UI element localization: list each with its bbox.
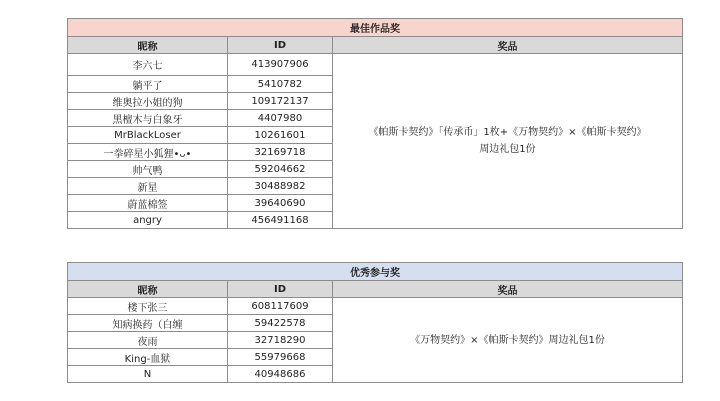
id-cell: 59422578 (228, 315, 333, 332)
nickname-cell: 知病换药（白缠 (68, 315, 228, 332)
prize-cell: 《万物契约》×《帕斯卡契约》周边礼包1份 (333, 298, 683, 383)
id-cell: 55979668 (228, 349, 333, 366)
prize-text-line2: 周边礼包1份 (479, 144, 536, 155)
id-cell: 40948686 (228, 366, 333, 383)
id-cell: 32169718 (228, 144, 333, 161)
id-cell: 39640690 (228, 195, 333, 212)
nickname-cell: 新星 (68, 178, 228, 195)
table-row (68, 54, 683, 76)
prize-cell (333, 54, 683, 229)
nickname-cell: 维奥拉小姐的狗 (68, 93, 228, 110)
nickname-cell: 李六七 (68, 54, 228, 76)
nickname-cell: 躺平了 (68, 76, 228, 93)
id-cell: 30488982 (228, 178, 333, 195)
id-cell: 413907906 (228, 54, 333, 76)
id-cell: 608117609 (228, 298, 333, 315)
prize-header: 奖品 (333, 37, 683, 54)
best-work-award-title: 最佳作品奖 (68, 19, 683, 37)
id-cell: 5410782 (228, 76, 333, 93)
nickname-header: 昵称 (68, 281, 228, 298)
id-cell: 59204662 (228, 161, 333, 178)
best-work-award-table (67, 18, 683, 229)
nickname-cell: King-血狱 (68, 349, 228, 366)
nickname-cell: 黑檀木与白象牙 (68, 110, 228, 127)
nickname-header: 昵称 (68, 37, 228, 54)
nickname-cell: N (68, 366, 228, 383)
excellent-participation-award-title: 优秀参与奖 (68, 263, 683, 281)
id-cell: 456491168 (228, 212, 333, 229)
id-cell: 4407980 (228, 110, 333, 127)
id-cell: 32718290 (228, 332, 333, 349)
nickname-cell: 蔚蓝棉签 (68, 195, 228, 212)
nickname-cell: 夜雨 (68, 332, 228, 349)
prize-text-line1: 《帕斯卡契约》「传承币」1枚+《万物契约》×《帕斯卡契约》 (368, 127, 647, 138)
excellent-participation-award-table (67, 262, 683, 383)
nickname-cell: 一拳碎星小狐狸•ᴗ• (68, 144, 228, 161)
nickname-cell: 帅气鸭 (68, 161, 228, 178)
prize-header: 奖品 (333, 281, 683, 298)
id-cell: 109172137 (228, 93, 333, 110)
id-cell: 10261601 (228, 127, 333, 144)
nickname-cell: angry (68, 212, 228, 229)
id-header: ID (228, 37, 333, 54)
nickname-cell: 楼下张三 (68, 298, 228, 315)
id-header: ID (228, 281, 333, 298)
nickname-cell: MrBlackLoser (68, 127, 228, 144)
table-row (68, 298, 683, 315)
